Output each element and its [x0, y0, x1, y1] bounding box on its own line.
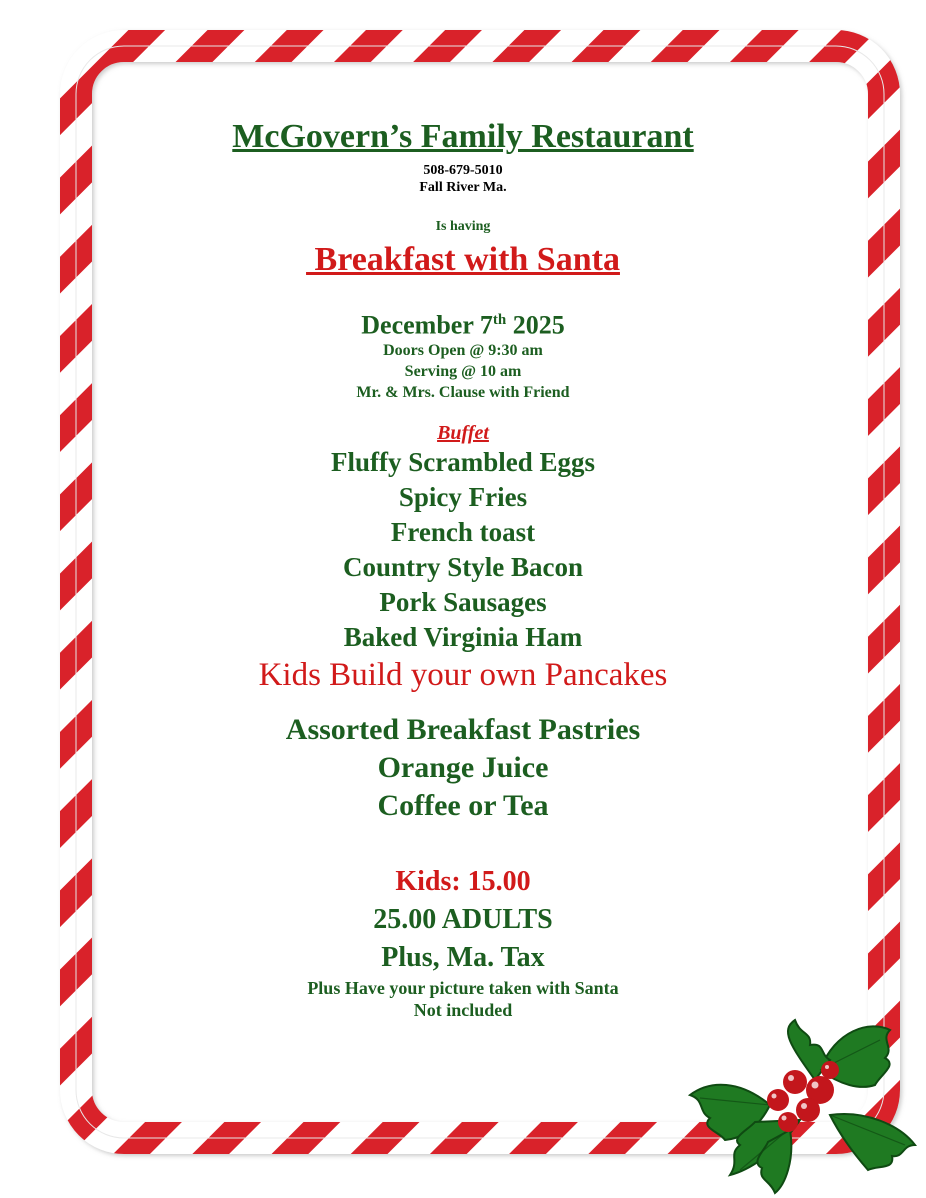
- menu-extra: Orange Juice: [377, 750, 549, 784]
- kids-price: Kids: 15.00: [395, 865, 531, 897]
- holly-berries-icon: [670, 1010, 920, 1195]
- menu-item: Spicy Fries: [398, 481, 528, 512]
- menu-item: French toast: [390, 516, 536, 547]
- menu-extra: Assorted Breakfast Pastries: [285, 712, 641, 746]
- tax-note: Plus, Ma. Tax: [381, 941, 545, 973]
- menu-extra: Coffee or Tea: [377, 788, 549, 822]
- menu-item: Country Style Bacon: [342, 551, 583, 582]
- date-day: December 7: [361, 310, 493, 340]
- not-included-note: Not included: [413, 999, 513, 1020]
- event-date: [120, 306, 806, 340]
- menu-heading: Buffet: [437, 421, 489, 444]
- serving-time: Serving @ 10 am: [404, 362, 522, 380]
- kids-special: Kids Build your own Pancakes: [258, 656, 668, 693]
- santa-guests: Mr. & Mrs. Clause with Friend: [356, 383, 570, 401]
- date-suffix: th: [492, 312, 507, 328]
- date-year: 2025: [506, 310, 565, 340]
- phone-number: 508-679-5010: [423, 163, 503, 178]
- restaurant-name: McGovern’s Family Restaurant: [232, 118, 694, 155]
- menu-item: Pork Sausages: [379, 586, 547, 617]
- event-title: Breakfast with Santa: [306, 241, 620, 278]
- menu-item: Fluffy Scrambled Eggs: [330, 446, 595, 477]
- doors-open: Doors Open @ 9:30 am: [383, 341, 543, 359]
- menu-item: Baked Virginia Ham: [343, 621, 583, 652]
- adult-price: 25.00 ADULTS: [373, 903, 553, 935]
- intro-text: Is having: [435, 219, 491, 234]
- location: Fall River Ma.: [419, 180, 507, 195]
- photo-note: Plus Have your picture taken with Santa: [307, 977, 619, 998]
- flyer-content: [120, 112, 806, 1021]
